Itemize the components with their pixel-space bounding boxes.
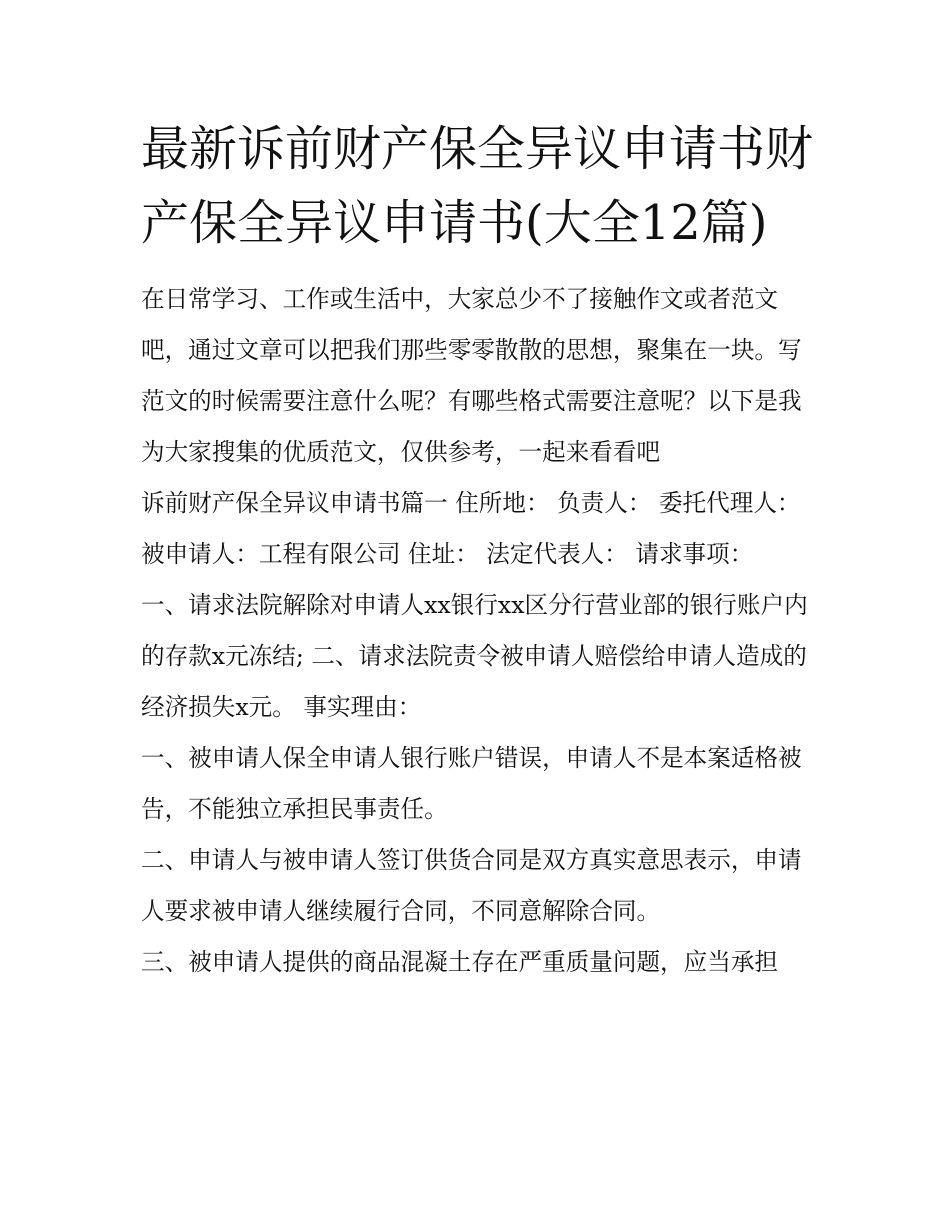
paragraph-reason-3: 三、被申请人提供的商品混凝土存在严重质量问题，应当承担: [141, 948, 779, 976]
paragraph-request-items: 一、请求法院解除对申请人xx银行xx区分行营业部的银行账户内的存款x元冻结; 二、请求法院责令被申请人赔偿给申请人造成的经济损失x元。 事实理由：: [141, 591, 808, 721]
paragraph-intro: 在日常学习、工作或生活中，大家总少不了接触作文或者范文吧，通过文章可以把我们那些零零散散的思想，聚集在一块。写范文的时候需要注意什么呢？有哪些格式需要注意呢？以下是我为大家搜集的优质范文，仅供参考，一起来看看吧: [141, 285, 802, 466]
paragraph-parties: 诉前财产保全异议申请书篇一 住所地： 负责人： 委托代理人： 被申请人：工程有限公司 住址： 法定代表人： 请求事项：: [141, 489, 801, 568]
document-title: 最新诉前财产保全异议申请书财产保全异议申请书(大全12篇): [141, 121, 814, 251]
paragraph-reason-1: 一、被申请人保全申请人银行账户错误，申请人不是本案适格被告，不能独立承担民事责任。: [141, 744, 802, 823]
paragraph-reason-2: 二、申请人与被申请人签订供货合同是双方真实意思表示，申请人要求被申请人继续履行合同，不同意解除合同。: [141, 846, 802, 925]
document-content: [141, 112, 813, 988]
